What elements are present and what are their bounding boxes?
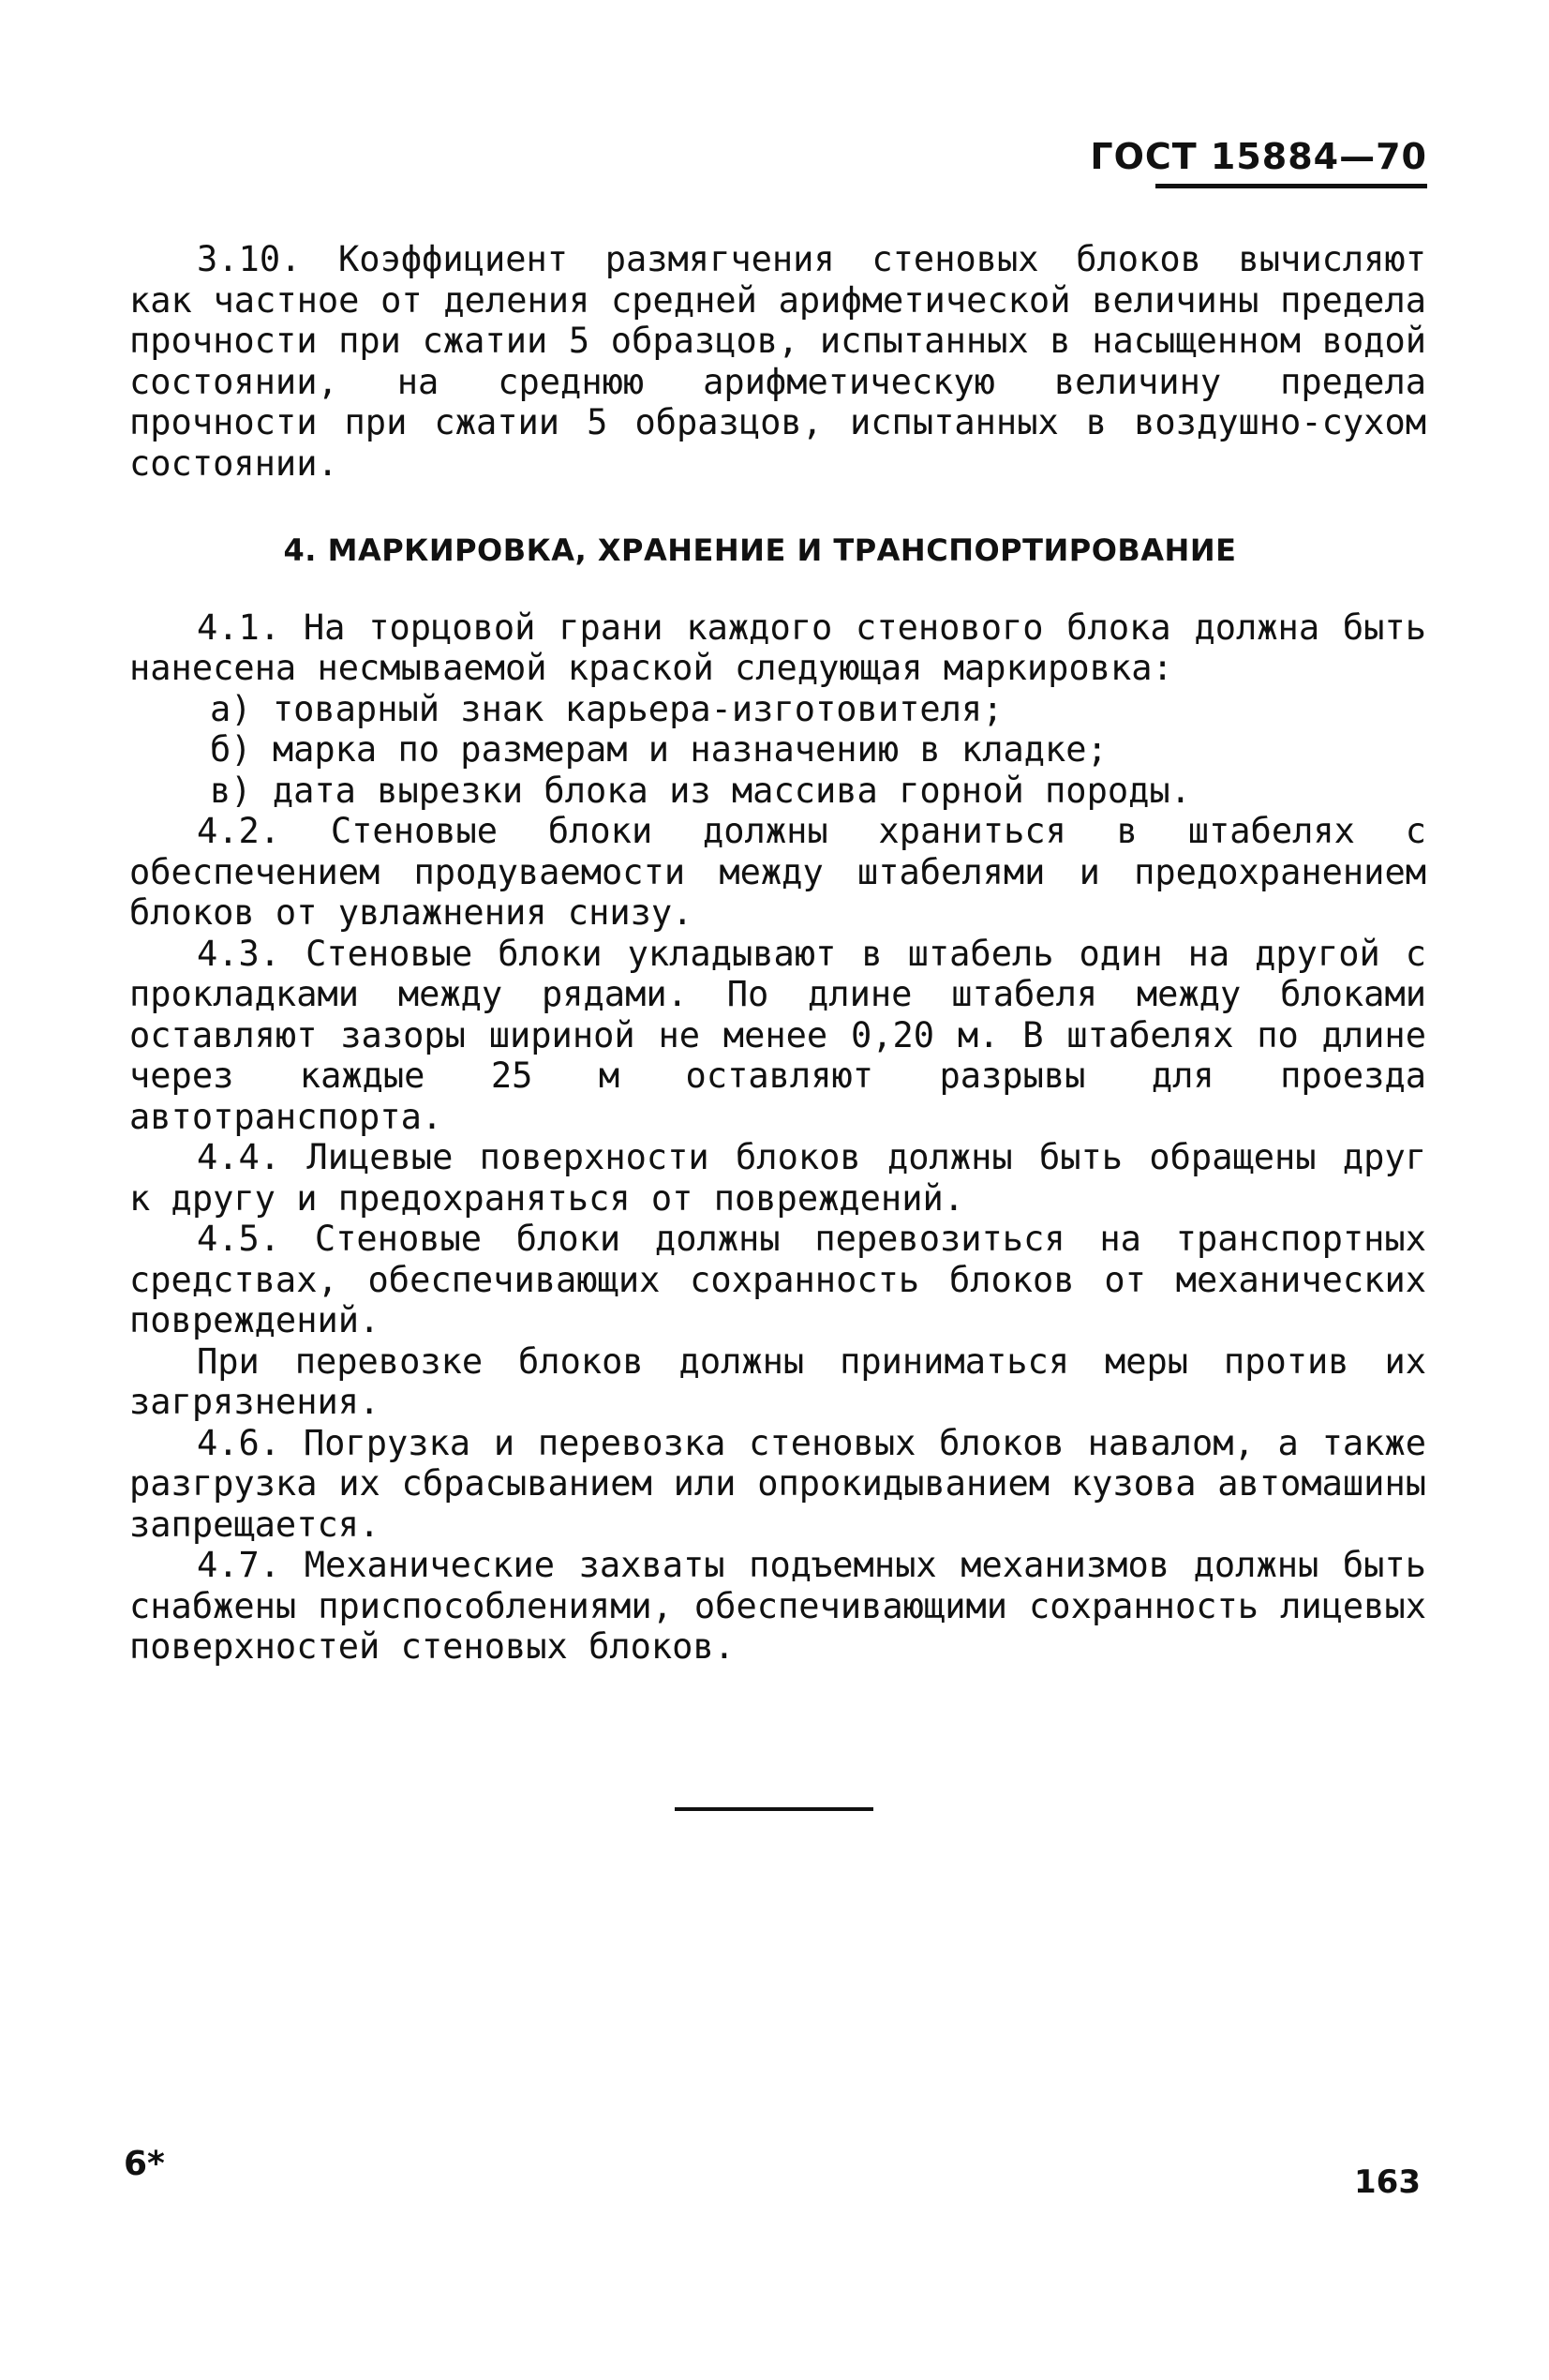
paragraph-4-5-extra: При перевозке блоков должны приниматься меры против их загрязнения. (129, 1340, 1426, 1422)
page-number: 163 (1354, 2163, 1421, 2201)
standard-code: ГОСТ 15884—70 (1090, 136, 1427, 177)
list-item-a: а) товарный знак карьера-изготовителя; (210, 688, 1004, 729)
paragraph-4-3: 4.3. Стеновые блоки укладывают в штабель один на другой с прокладками между рядами. По длине штабеля между блоками оставляют зазоры шириной не менее 0,20 м. В штабелях по длине через каждые 25 м оставляют разрывы для проезда автотранспорта. (129, 933, 1426, 1137)
paragraph-4-2: 4.2. Стеновые блоки должны храниться в штабелях с обеспечением продуваемости между штабелями и предохранением блоков от увлажнения снизу. (129, 811, 1426, 933)
section-heading: 4. МАРКИРОВКА, ХРАНЕНИЕ И ТРАНСПОРТИРОВАНИЕ (283, 532, 1237, 568)
paragraph-4-7: 4.7. Механические захваты подъемных механизмов должны быть снабжены приспособлениями, обеспечивающими сохранность лицевых поверхностей стеновых блоков. (129, 1545, 1426, 1667)
list-item-b: б) марка по размерам и назначению в кладке; (210, 729, 1108, 770)
paragraph-4-4: 4.4. Лицевые поверхности блоков должны быть обращены друг к другу и предохраняться от повреждений. (129, 1137, 1426, 1219)
paragraph-4-6: 4.6. Погрузка и перевозка стеновых блоков навалом, а также разгрузка их сбрасыванием или опрокидыванием кузова автомашины запрещается. (129, 1422, 1426, 1545)
list-item-v: в) дата вырезки блока из массива горной породы. (210, 770, 1191, 811)
paragraph-4-5: 4.5. Стеновые блоки должны перевозиться на транспортных средствах, обеспечивающих сохранность блоков от механических повреждений. (129, 1219, 1426, 1340)
paragraph-3-10: 3.10. Коэффициент размягчения стеновых блоков вычисляют как частное от деления средней арифметической величины предела прочности при сжатии 5 образцов, испытанных в насыщенном водой состоянии, на среднюю арифметическую величину предела прочности при сжатии 5 образцов, испытанных в воздушно-сухом состоянии. (129, 239, 1426, 484)
signature-mark: 6* (124, 2145, 165, 2183)
header-rule (1155, 184, 1427, 188)
end-rule (675, 1807, 873, 1811)
paragraph-4-1: 4.1. На торцовой грани каждого стенового блока должна быть нанесена несмываемой краской следующая маркировка: (129, 606, 1426, 688)
body-text (129, 239, 1426, 1668)
